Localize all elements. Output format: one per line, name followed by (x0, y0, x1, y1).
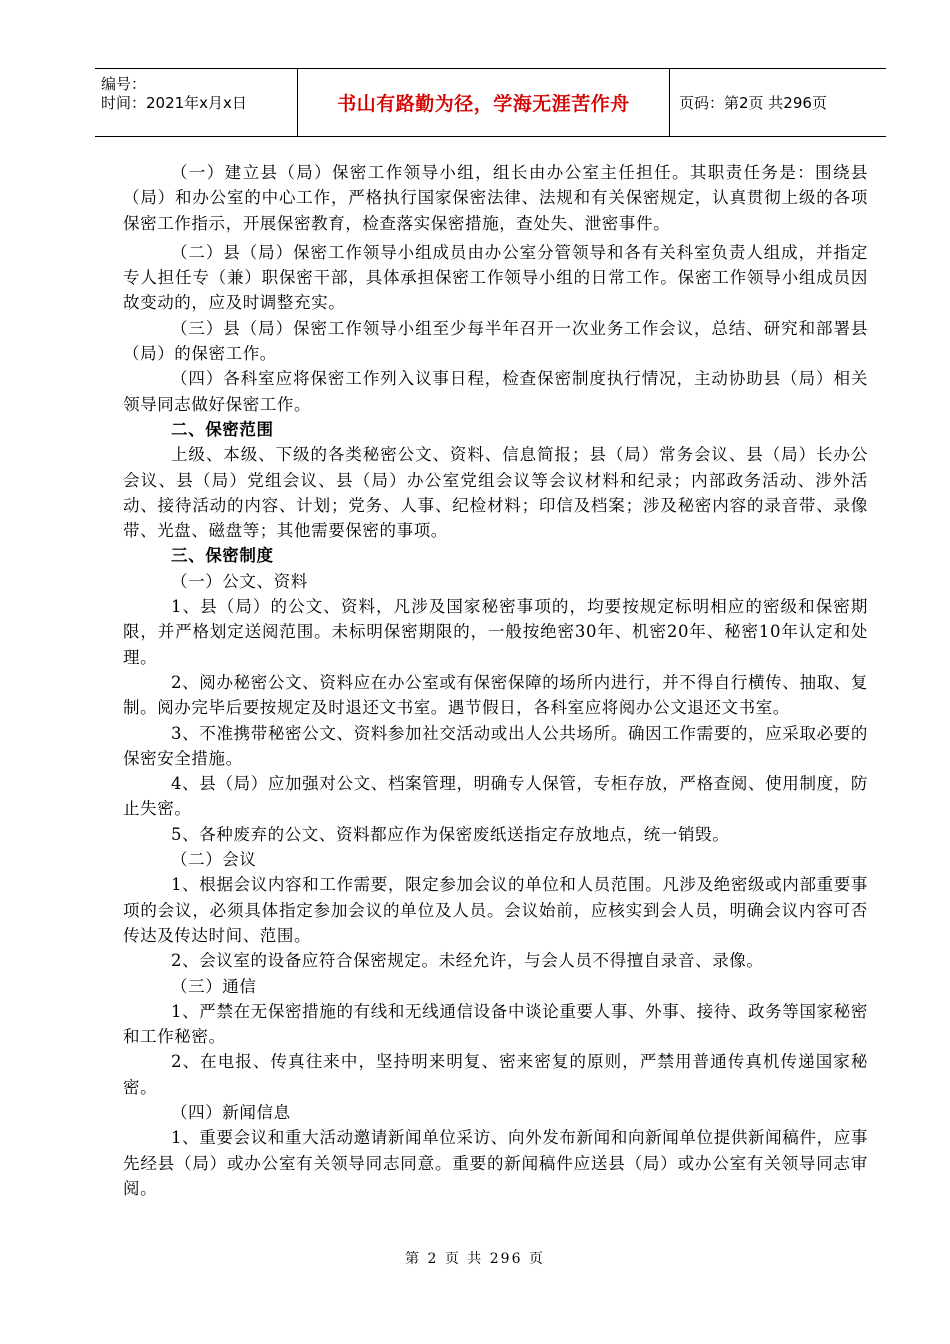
paragraph: 上级、本级、下级的各类秘密公文、资料、信息简报；县（局）常务会议、县（局）长办公会议、县（局）党组会议、县（局）办公室党组会议等会议材料和纪录；内部政务活动、涉外活动、接待活动的内容、计划；党务、人事、纪检材料；印信及档案；涉及秘密内容的录音带、录像带、光盘、磁盘等；其他需要保密的事项。 (123, 445, 868, 541)
page-header (95, 68, 886, 137)
paragraph: （一）建立县（局）保密工作领导小组，组长由办公室主任担任。其职责任务是：围绕县（局）和办公室的中心工作，严格执行国家保密法律、法规和有关保密规定，认真贯彻上级的各项保密工作指示，开展保密教育，检查落实保密措施，查处失、泄密事件。 (123, 163, 868, 233)
paragraph: 1、根据会议内容和工作需要，限定参加会议的单位和人员范围。凡涉及绝密级或内部重要事项的会议，必须具体指定参加会议的单位及人员。会议始前，应核实到会人员，明确会议内容可否传达及传达时间、范围。 (123, 875, 868, 945)
paragraph: 1、县（局）的公文、资料，凡涉及国家秘密事项的，均要按规定标明相应的密级和保密期限，并严格划定送阅范围。未标明保密期限的，一般按绝密30年、机密20年、秘密10年认定和处理。 (123, 597, 868, 667)
header-number: 编号： (101, 75, 147, 93)
paragraph: （四）各科室应将保密工作列入议事日程，检查保密制度执行情况，主动协助县（局）相关领导同志做好保密工作。 (123, 369, 868, 414)
paragraph: （三）县（局）保密工作领导小组至少每半年召开一次业务工作会议，总结、研究和部署县（局）的保密工作。 (123, 318, 868, 364)
page-footer: 第 2 页 共 296 页 (405, 1251, 545, 1267)
paragraph: 4、县（局）应加强对公文、档案管理，明确专人保管，专柜存放，严格查阅、使用制度，防止失密。 (123, 774, 868, 819)
paragraph: 5、各种废弃的公文、资料都应作为保密废纸送指定存放地点，统一销毁。 (171, 824, 730, 844)
header-page-info: 页码：第2页 共296页 (679, 94, 827, 112)
paragraph: 1、严禁在无保密措施的有线和无线通信设备中谈论重要人事、外事、接待、政务等国家秘密和工作秘密。 (123, 1001, 868, 1047)
section-heading: 二、保密范围 (171, 419, 274, 439)
paragraph: 2、会议室的设备应符合保密规定。未经允许，与会人员不得擅自录音、录像。 (171, 951, 764, 971)
subsection-heading: （四）新闻信息 (171, 1102, 291, 1122)
header-divider (669, 69, 670, 136)
document-body (123, 160, 868, 1201)
header-motto: 书山有路勤为径，学海无涯苦作舟 (337, 93, 630, 115)
paragraph: 3、不准携带秘密公文、资料参加社交活动或出人公共场所。确因工作需要的，应采取必要的保密安全措施。 (123, 723, 868, 768)
header-time: 时间：2021年x月x日 (101, 94, 247, 112)
subsection-heading: （三）通信 (171, 976, 257, 996)
header-meta (101, 69, 297, 136)
subsection-heading: （一）公文、资料 (171, 571, 308, 591)
paragraph: 1、重要会议和重大活动邀请新闻单位采访、向外发布新闻和向新闻单位提供新闻稿件，应事先经县（局）或办公室有关领导同志同意。重要的新闻稿件应送县（局）或办公室有关领导同志审阅。 (123, 1128, 868, 1198)
paragraph: 2、在电报、传真往来中，坚持明来明复、密来密复的原则，严禁用普通传真机传递国家秘密。 (123, 1052, 868, 1097)
paragraph: 2、阅办秘密公文、资料应在办公室或有保密保障的场所内进行，并不得自行横传、抽取、复制。阅办完毕后要按规定及时退还文书室。遇节假日，各科室应将阅办公文退还文书室。 (123, 672, 868, 718)
subsection-heading: （二）会议 (171, 850, 257, 870)
section-heading: 三、保密制度 (171, 546, 274, 566)
paragraph: （二）县（局）保密工作领导小组成员由办公室分管领导和各有关科室负责人组成，并指定专人担任专（兼）职保密干部，具体承担保密工作领导小组的日常工作。保密工作领导小组成员因故变动的，应及时调整充实。 (123, 242, 868, 313)
